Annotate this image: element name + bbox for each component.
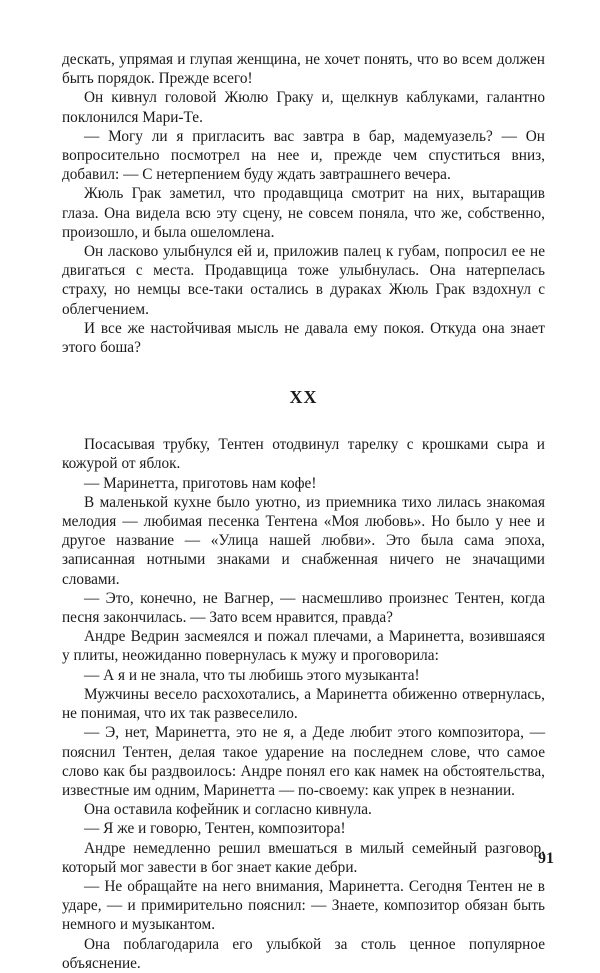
paragraph: Посасывая трубку, Тентен отодвинул тарелку с крошками сыра и кожурой от яблок. [62,436,545,473]
paragraph: Андре немедленно решил вмешаться в милый семейный разговор, который мог завести в бог знает какие дебри. [62,839,545,876]
paragraph: — Э, нет, Маринетта, это не я, а Деде любит этого композитора, — пояснил Тентен, делая такое ударение на последнем слове, что самое слово как бы раздвоилось: Андре понял его как намек на обстоятельства, известные им одним, Маринетта — по-своему: как упрек в незнании. [62,724,545,799]
paragraph: — Не обращайте на него внимания, Маринетта. Сегодня Тентен не в ударе, — и примирительно пояснил: — Знаете, композитор обязан быть немного и музыкантом. [62,877,545,934]
paragraph: — Я же и говорю, Тентен, композитора! [84,820,346,838]
paragraph: дескать, упрямая и глупая женщина, не хочет понять, что во всем должен быть порядок. Прежде всего! [62,51,545,88]
chapter-heading: XX [289,387,318,408]
paragraph: Андре Ведрин засмеялся и пожал плечами, а Маринетта, возившаяся у плиты, неожиданно повернулась к мужу и проговорила: [62,628,545,665]
paragraph: — Могу ли я пригласить вас завтра в бар, мадемуазель? — Он вопросительно посмотрел на нее и, прежде чем спуститься вниз, добавил: — С нетерпением буду ждать завтрашнего вечера. [62,127,545,184]
paragraph: Мужчины весело расхохотались, а Маринетта обиженно отвернулась, не понимая, что их так развеселило. [62,685,545,723]
paragraph: В маленькой кухне было уютно, из приемника тихо лилась знакомая мелодия — любимая песенка Тентена «Моя любовь». Но было у нее и другое название — «Улица нашей любви». Это была сама эпоха, записанная нотными знаками и снабженная ничего не значащими словами. [62,493,545,588]
paragraph: Он кивнул головой Жюлю Граку и, щелкнув каблуками, галантно поклонился Мари-Те. [62,89,545,126]
paragraph: Он ласково улыбнулся ей и, приложив палец к губам, попросил ее не двигаться с места. Продавщица тоже улыбнулась. Она натерпелась страху, но немцы все-таки остались в дураках Жюль Грак вздохнул с облегчением. [62,243,545,318]
paragraph: Она оставила кофейник и согласно кивнула. [84,801,372,819]
paragraph: Жюль Грак заметил, что продавщица смотрит на них, вытаращив глаза. Она видела всю эту сцену, не совсем поняла, что же, собственно, произошло, и была ошеломлена. [62,185,545,241]
paragraph: Она поблагодарила его улыбкой за столь ценное популярное объяснение. [62,935,545,972]
book-page [62,50,545,973]
page-number: 91 [538,850,554,867]
paragraph: И все же настойчивая мысль не давала ему покоя. Откуда она знает этого боша? [62,319,545,357]
paragraph: — Это, конечно, не Вагнер, — насмешливо произнес Тентен, когда песня закончилась. — Зато всем нравится, правда? [62,589,545,627]
paragraph: — Маринетта, приготовь нам кофе! [84,474,317,492]
paragraph: — А я и не знала, что ты любишь этого музыканта! [84,666,420,684]
